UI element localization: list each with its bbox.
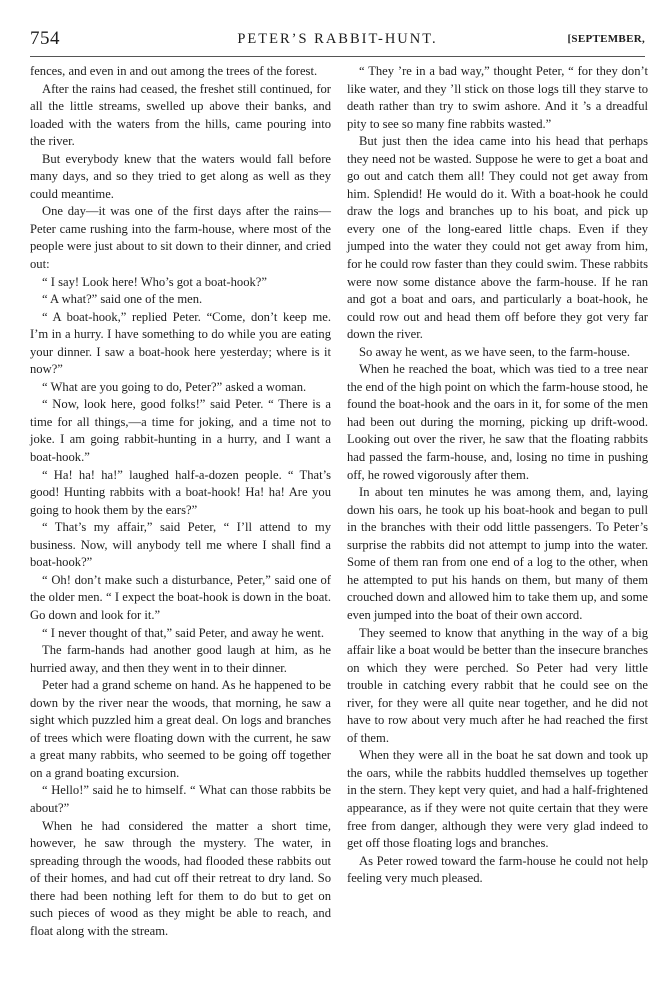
paragraph: When he had considered the matter a short time, however, he saw through the mystery. The water, in spreading through the woods, had flooded these rabbits out of their homes, and had cut off their retreat to dry land. So there had been nothing left for them to do but to get on such pieces of wood as they might be able to reach, and float along with the stream. <box>30 818 331 938</box>
paragraph: They seemed to know that anything in the way of a big affair like a boat would be better than the insecure branches on which they were perched. So Peter had very little trouble in catching every rabbit that he could see on the river, for they were all quite near together, and he did not have to row about very much after he had reached the first of them. <box>347 625 648 745</box>
paragraph: “ They ’re in a bad way,” thought Peter, “ for they don’t like water, and they ’ll stick on those logs till they starve to death rather than try to swim ashore. And it ’s a dreadful pity to see so many fine rabbits wasted.” <box>347 64 648 131</box>
paragraph: “ A what?” said one of the men. <box>42 292 203 307</box>
paragraph: So away he went, as we have seen, to the farm-house. <box>359 344 631 359</box>
paragraph: “ That’s my affair,” said Peter, “ I’ll attend to my business. Now, will anybody tell me where I shall find a boat-hook?” <box>30 520 331 570</box>
paragraph: “ Oh! don’t make such a disturbance, Peter,” said one of the older men. “ I expect the boat-hook is down in the boat. Go down and look for it.” <box>30 572 331 622</box>
paragraph: “ Ha! ha! ha!” laughed half-a-dozen people. “ That’s good! Hunting rabbits with a boat-hook! Ha! ha! Are you going to hook them by the ears?” <box>30 467 331 517</box>
page-number: 754 <box>30 28 60 49</box>
paragraph: “ I never thought of that,” said Peter, and away he went. <box>42 625 325 640</box>
paragraph: “ Now, look here, good folks!” said Peter. “ There is a time for all things,—a time for joking, and a time not to joke. I am going rabbit-hunting in a hurry, and I want a boat-hook.” <box>30 397 331 465</box>
paragraph: The farm-hands had another good laugh at him, as he hurried away, and then they went in to their dinner. <box>30 643 331 675</box>
paragraph: “ Hello!” said he to himself. “ What can those rabbits be about?” <box>30 783 331 815</box>
paragraph: As Peter rowed toward the farm-house he could not help feeling very much pleased. <box>347 853 648 886</box>
left-column <box>30 63 331 940</box>
paragraph: But just then the idea came into his head that perhaps they need not be wasted. Suppose he were to get a boat and go out and catch them all! They could not get away from him. Splendid! He would do it. With a boat-hook he could draw the logs and branches up to his boat, and pick up every one of the long-eared little chaps. Even if they jumped into the water they could not get away from him, for he could row faster than they could swim. These rabbits were now some distance above the farm-house. If he ran and got a boat and oars, and particularly a boat-hook, he could row out and head them off before they got very far down the river. <box>347 134 648 342</box>
paragraph: fences, and even in and out among the trees of the forest. <box>30 64 318 78</box>
running-month: [SEPTEMBER, <box>567 33 645 45</box>
right-column <box>347 63 648 888</box>
paragraph: “ A boat-hook,” replied Peter. “Come, don’t keep me. I’m in a hurry. I have something to do while you are eating your dinner. I saw a boat-hook here yesterday; where is it now?” <box>30 309 331 377</box>
paragraph: One day—it was one of the first days after the rains—Peter came rushing into the farm-house, where most of the people were just about to sit down to their dinner, and cried out: <box>30 204 331 272</box>
page-header <box>30 28 645 52</box>
paragraph: But everybody knew that the waters would fall before many days, and so they tried to get along as well as they could meantime. <box>30 151 331 201</box>
paragraph: “ I say! Look here! Who’s got a boat-hook?” <box>42 274 267 289</box>
paragraph: When they were all in the boat he sat down and took up the oars, while the rabbits huddled themselves up together in the stern. They kept very quiet, and had a half-frightened appearance, as if they were not quite certain that they were free from danger, although they were very glad indeed to get off those floating logs and branches. <box>347 748 648 851</box>
paragraph: “ What are you going to do, Peter?” asked a woman. <box>42 379 307 394</box>
header-rule <box>30 56 645 57</box>
paragraph: After the rains had ceased, the freshet still continued, for all the little streams, swelled up above their banks, and loaded with the waters from the hills, came pouring into the river. <box>30 81 331 149</box>
paragraph: Peter had a grand scheme on hand. As he happened to be down by the river near the woods, that morning, he saw a sight which puzzled him a great deal. On logs and branches of trees which were floating down with the current, he saw a great many rabbits, who seemed to be going off together on a grand boating excursion. <box>30 678 331 780</box>
paragraph: In about ten minutes he was among them, and, laying down his oars, he took up his boat-hook and began to pull in the branches with their odd little passengers. To Peter’s surprise the rabbits did not attempt to jump into the water. Some of them ran from one end of a log to the other, when he attempted to put his hands on them, but many of them crouched down and allowed him to take them up, and some even jumped into the boat of their own accord. <box>347 485 648 622</box>
running-title: PETER’S RABBIT-HUNT. <box>237 31 438 47</box>
paragraph: When he reached the boat, which was tied to a tree near the end of the high point on which the farm-house stood, he found the boat-hook and the oars in it, for some of the men had been out during the morning, picking up drift-wood. Looking out over the river, he saw that the floating rabbits had passed the farm-house, and, losing no time in pushing off, he rowed vigorously after them. <box>347 362 648 482</box>
